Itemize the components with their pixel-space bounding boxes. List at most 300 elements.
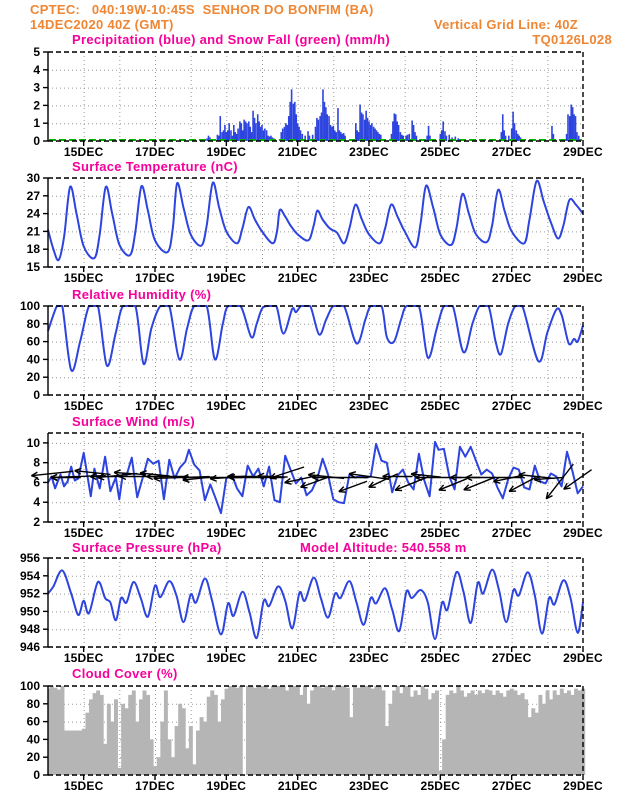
x-tick-label: 15DEC (63, 399, 104, 413)
gridlines (48, 558, 583, 648)
run-id-label: TQ0126L028 (532, 32, 612, 47)
y-tick-label: 20 (26, 370, 40, 385)
cloud-bar (563, 693, 567, 775)
precip-bar (245, 121, 247, 141)
precip-bar (260, 127, 262, 141)
y-tick-label: 0 (33, 388, 40, 402)
y-tick-label: 40 (26, 732, 40, 747)
cloud-bar (464, 697, 468, 775)
precip-bar (322, 89, 324, 141)
precip-bar (316, 118, 318, 141)
temperature-title: Surface Temperature (nC) (72, 159, 238, 174)
precip-bar (293, 104, 295, 141)
cloud-bar (53, 688, 57, 775)
precip-bar (254, 118, 256, 141)
cloud-bar (250, 686, 254, 775)
x-tick-label: 19DEC (206, 651, 247, 665)
cloud-bar (328, 686, 332, 775)
cloud-bar (567, 690, 571, 775)
cloud-bar (221, 699, 225, 775)
x-tick-label: 23DEC (349, 779, 389, 793)
x-tick-label: 17DEC (135, 145, 175, 159)
cloud-bar (185, 748, 189, 775)
x-tick-label: 29DEC (563, 779, 603, 793)
x-tick-label: 25DEC (420, 651, 461, 665)
cloud-bar (424, 689, 428, 775)
tick-labels (20, 551, 603, 665)
precip-bar (333, 126, 335, 141)
cloud-bar (449, 690, 453, 775)
cloud-bar (453, 693, 457, 775)
y-tick-label: 946 (19, 640, 40, 654)
cloud-bar (125, 708, 129, 775)
series (48, 686, 585, 775)
x-tick-label: 23DEC (349, 526, 389, 540)
precip-bar (319, 116, 321, 141)
precip-bar (297, 123, 299, 141)
x-tick-label: 21DEC (277, 399, 318, 413)
cloud-bar (335, 686, 339, 775)
precip-bar (567, 114, 569, 141)
cloud-bar (542, 704, 546, 775)
cloud-bar (496, 690, 500, 775)
cloud-bar (64, 731, 68, 776)
precip-bar (572, 107, 574, 141)
x-tick-label: 25DEC (420, 779, 461, 793)
cloud-bar (132, 690, 136, 775)
precip-bar (298, 127, 300, 141)
precip-bar (576, 132, 578, 141)
x-tick-label: 25DEC (420, 271, 461, 285)
station-header: CPTEC: 040:19W-10:45S SENHOR DO BONFIM (BA) (30, 2, 374, 17)
y-tick-label: 100 (19, 679, 40, 693)
precip-bar (219, 116, 221, 141)
x-tick-label: 15DEC (63, 526, 104, 540)
y-tick-label: 4 (33, 495, 40, 510)
cloud-bar (143, 690, 147, 775)
cloud-bar (274, 686, 278, 775)
x-tick-label: 29DEC (563, 651, 603, 665)
y-tick-label: 80 (26, 696, 40, 711)
x-tick-label: 27DEC (491, 779, 532, 793)
cloud-bar (414, 690, 418, 775)
precip-bar (325, 107, 327, 141)
x-tick-label: 29DEC (563, 271, 603, 285)
surface-temperature-chart (27, 171, 603, 285)
cloud-bar (178, 704, 182, 775)
precip-bar (367, 118, 369, 141)
precip-bar (233, 125, 235, 141)
cloud-bar (374, 686, 378, 775)
cloud-bar (114, 699, 118, 775)
cloud-bar (264, 686, 268, 775)
cloud-bar (456, 686, 460, 775)
precip-bar (426, 136, 428, 141)
cloud-bar (167, 739, 171, 775)
x-tick-label: 15DEC (63, 651, 104, 665)
cloud-bar (232, 686, 236, 775)
cloud-bar (160, 722, 164, 775)
y-tick-label: 60 (26, 714, 40, 729)
cloud-bar (282, 686, 286, 775)
x-tick-label: 23DEC (349, 145, 389, 159)
cloud-bar (225, 689, 229, 775)
cloud-bar (146, 695, 150, 775)
x-tick-label: 29DEC (563, 399, 603, 413)
cloud-bar (93, 693, 97, 775)
x-tick-label: 25DEC (420, 145, 461, 159)
cloud-bar (303, 686, 307, 775)
cloud-bar (207, 697, 211, 775)
cloud-bar (560, 689, 564, 775)
precip-bar (258, 121, 260, 141)
y-tick-label: 80 (26, 316, 40, 331)
cloud-bar (285, 690, 289, 775)
cloud-bar (353, 686, 357, 775)
cloud-bar (546, 690, 550, 775)
cloud-bar (332, 690, 336, 775)
cloud-bar (246, 686, 250, 775)
cloud-bar (431, 693, 435, 775)
y-tick-label: 0 (33, 134, 40, 148)
cloud-bar (292, 686, 296, 775)
wind-title: Surface Wind (m/s) (72, 414, 196, 429)
cloud-bar (121, 704, 125, 775)
cloud-bar (478, 690, 482, 775)
cloud-bar (385, 726, 389, 775)
y-tick-label: 8 (33, 455, 40, 470)
surface-temperature-line (48, 181, 583, 261)
y-tick-label: 950 (19, 604, 40, 619)
cloud-bar (503, 697, 507, 775)
cloud-bar (360, 686, 364, 775)
cloud-bar (260, 686, 264, 775)
x-tick-label: 23DEC (349, 271, 389, 285)
x-tick-label: 19DEC (206, 399, 247, 413)
cloud-bar (549, 699, 553, 775)
precip-bar (261, 125, 263, 141)
cloud-bar (171, 757, 175, 775)
precip-bar (227, 130, 229, 141)
series (48, 306, 583, 371)
cloud-bar (289, 686, 293, 775)
precip-bar (241, 123, 243, 141)
cloud-bar (492, 695, 496, 775)
y-tick-label: 6 (33, 475, 40, 490)
precip-bar (573, 114, 575, 141)
cloud-bar (556, 695, 560, 775)
y-tick-label: 21 (26, 224, 40, 239)
cloud-bar (524, 699, 528, 775)
x-tick-label: 21DEC (277, 651, 318, 665)
precip-bar (289, 102, 291, 141)
precip-bar (330, 125, 332, 141)
cloud-bar (531, 708, 535, 775)
cloud-bar (435, 690, 439, 775)
y-tick-label: 100 (19, 299, 40, 313)
precip-bar (318, 120, 320, 141)
y-tick-label: 2 (33, 98, 40, 113)
y-tick-label: 18 (26, 242, 40, 257)
x-tick-label: 29DEC (563, 526, 603, 540)
cloud-bar (128, 695, 132, 775)
x-tick-label: 15DEC (63, 145, 104, 159)
cloud-bar (403, 686, 407, 775)
precip-bar (326, 114, 328, 141)
surface-pressure-chart (20, 551, 603, 665)
cloud-bar (317, 686, 321, 775)
cloud-bar (392, 690, 396, 775)
x-tick-label: 19DEC (206, 779, 247, 793)
cloud-bar (57, 690, 61, 775)
precip-bar (361, 113, 363, 141)
cloud-bar (118, 768, 122, 775)
cloud-bar (85, 713, 89, 775)
precip-bar (370, 125, 372, 141)
cloud-bar (68, 731, 72, 776)
cloud-bar (535, 713, 539, 775)
precip-bar (246, 123, 248, 141)
cloud-bar (203, 722, 207, 775)
cloud-bar (442, 739, 446, 775)
surface-wind-chart (27, 433, 603, 540)
cloud-bar (406, 686, 410, 775)
cloud-bar (214, 695, 218, 775)
cloud-bar (349, 717, 353, 775)
cloud-bar (89, 699, 93, 775)
x-tick-label: 17DEC (135, 651, 175, 665)
cloud-bar (346, 688, 350, 775)
y-tick-label: 30 (26, 171, 40, 185)
cloud-bar (474, 695, 478, 775)
precipitation-title: Precipitation (blue) and Snow Fall (green) (mm/h) (72, 32, 391, 47)
cloud-bar (499, 693, 503, 775)
cloud-bar (107, 704, 111, 775)
y-tick-label: 5 (33, 45, 40, 59)
precip-bar (396, 121, 398, 141)
x-tick-label: 17DEC (135, 779, 175, 793)
x-tick-label: 23DEC (349, 399, 389, 413)
precip-bar (411, 121, 413, 141)
x-tick-label: 27DEC (491, 145, 532, 159)
cloud-bar (71, 731, 75, 776)
precip-bar (355, 123, 357, 141)
x-tick-label: 27DEC (491, 651, 532, 665)
precip-bar (331, 127, 333, 141)
cloud-bar (239, 686, 243, 775)
precip-bar (285, 123, 287, 141)
cloud-bar (175, 726, 179, 775)
series (49, 89, 582, 141)
cloud-bar (357, 688, 361, 775)
x-tick-label: 19DEC (206, 271, 247, 285)
y-tick-label: 27 (26, 188, 40, 203)
cloud-bar (321, 688, 325, 775)
cloud-bar (296, 686, 300, 775)
cloud-bar (371, 689, 375, 775)
cloud-cover-chart (20, 679, 603, 793)
cloud-bar (307, 704, 311, 775)
cloud-bar (78, 731, 82, 776)
cloud-bar (471, 690, 475, 775)
cloud-bar (389, 704, 393, 775)
cloud-bar (189, 726, 193, 775)
cloud-bar (299, 695, 303, 775)
precip-bar (413, 125, 415, 141)
precip-bar (575, 116, 577, 141)
y-tick-label: 15 (26, 260, 40, 274)
precip-bar (284, 127, 286, 141)
x-tick-label: 19DEC (206, 526, 247, 540)
cloud-bar (153, 766, 157, 775)
precip-bar (428, 126, 430, 141)
cloud-bar (485, 690, 489, 775)
y-tick-label: 24 (26, 206, 40, 221)
cloud-bar (428, 699, 432, 775)
x-tick-label: 25DEC (420, 399, 461, 413)
cloud-bar (510, 689, 514, 775)
cloud-bar (196, 731, 200, 776)
cloud-bar (467, 693, 471, 775)
cloud-bar (399, 693, 403, 775)
y-tick-label: 952 (19, 586, 40, 601)
precip-bar (395, 114, 397, 141)
cloud-bar (342, 686, 346, 775)
x-tick-label: 21DEC (277, 271, 318, 285)
x-tick-label: 27DEC (491, 271, 532, 285)
cloud-bar (139, 699, 143, 775)
precip-bar (291, 89, 293, 141)
cloud-bar (182, 708, 186, 775)
cloud-bar (75, 731, 79, 776)
precip-bar (407, 135, 409, 141)
model-altitude-label: Model Altitude: 540.558 m (300, 540, 467, 555)
precip-bar (569, 116, 571, 141)
cloud-bar (96, 690, 100, 775)
cloud-bar (446, 695, 450, 775)
cloud-bar (538, 695, 542, 775)
cloud-bar (253, 688, 257, 775)
cloud-bar (417, 695, 421, 775)
precipitation-chart (33, 45, 603, 159)
precip-bar (288, 116, 290, 141)
cloud-bar (60, 686, 64, 775)
cloud-bar (513, 690, 517, 775)
x-tick-label: 15DEC (63, 779, 104, 793)
y-tick-label: 0 (33, 768, 40, 782)
precip-bar (294, 102, 296, 141)
cloud-bar (339, 686, 343, 775)
precip-bar (364, 120, 366, 141)
y-tick-label: 956 (19, 551, 40, 565)
precip-bar (267, 136, 269, 141)
precip-bar (337, 108, 339, 141)
precip-bar (377, 132, 379, 141)
cloud-bar (364, 686, 368, 775)
precip-bar (324, 102, 326, 141)
tick-labels (33, 45, 603, 159)
cloud-cover-title: Cloud Cover (%) (72, 666, 178, 681)
cloud-bar (135, 722, 139, 775)
y-tick-label: 20 (26, 750, 40, 765)
precip-bar (398, 125, 400, 141)
precip-bar (252, 111, 254, 141)
cloud-bar (314, 686, 318, 775)
cloud-bar (460, 690, 464, 775)
precip-bar (566, 134, 568, 141)
precip-bar (287, 125, 289, 141)
precip-bar (502, 114, 504, 141)
precip-bar (362, 114, 364, 141)
precip-bar (373, 127, 375, 141)
cloud-bar (200, 717, 204, 775)
cloud-bar (192, 764, 196, 775)
y-tick-label: 948 (19, 622, 40, 637)
cloud-bar (528, 717, 532, 775)
x-tick-label: 21DEC (277, 145, 318, 159)
cloud-bar (100, 695, 104, 775)
series (48, 570, 583, 639)
x-tick-label: 27DEC (491, 399, 532, 413)
cloud-bar (578, 690, 582, 775)
x-tick-label: 17DEC (135, 399, 175, 413)
precip-bar (266, 130, 268, 141)
cloud-bar (235, 688, 239, 775)
cloud-bar (421, 686, 425, 775)
x-tick-label: 21DEC (277, 779, 318, 793)
cloud-bar (506, 690, 510, 775)
y-tick-label: 60 (26, 334, 40, 349)
precip-bar (517, 134, 519, 141)
y-tick-label: 10 (26, 435, 40, 450)
y-tick-label: 3 (33, 80, 40, 95)
precip-bar (392, 121, 394, 141)
precip-bar (365, 111, 367, 141)
precip-bar (243, 120, 245, 141)
cloud-bar (574, 689, 578, 775)
precip-bar (551, 126, 553, 141)
x-tick-label: 17DEC (135, 271, 175, 285)
x-tick-label: 15DEC (63, 271, 104, 285)
precip-bar (249, 127, 251, 141)
precip-bar (394, 113, 396, 141)
cloud-bar (278, 686, 282, 775)
precip-bar (570, 105, 572, 141)
cloud-bar (103, 744, 107, 775)
precip-bar (442, 121, 444, 141)
cloud-bar (217, 722, 221, 775)
precip-bar (512, 112, 514, 141)
precip-bar (295, 114, 297, 141)
cloud-bar (571, 695, 575, 775)
cloud-bar (378, 686, 382, 775)
relative-humidity-chart (20, 299, 603, 413)
gridlines (48, 178, 583, 268)
cloud-bar (310, 690, 314, 775)
y-tick-label: 4 (33, 62, 40, 77)
relative-humidity-line (48, 306, 583, 371)
precip-bar (368, 121, 370, 141)
cloud-bar (82, 729, 86, 775)
series (48, 181, 583, 261)
cloud-bar (110, 722, 114, 775)
cloud-bar (228, 686, 232, 775)
precip-bar (307, 131, 309, 141)
run-datetime: 14DEC2020 40Z (GMT) (30, 17, 174, 32)
precip-bar (359, 105, 361, 141)
cloud-bar (488, 690, 492, 775)
cloud-bar (324, 686, 328, 775)
